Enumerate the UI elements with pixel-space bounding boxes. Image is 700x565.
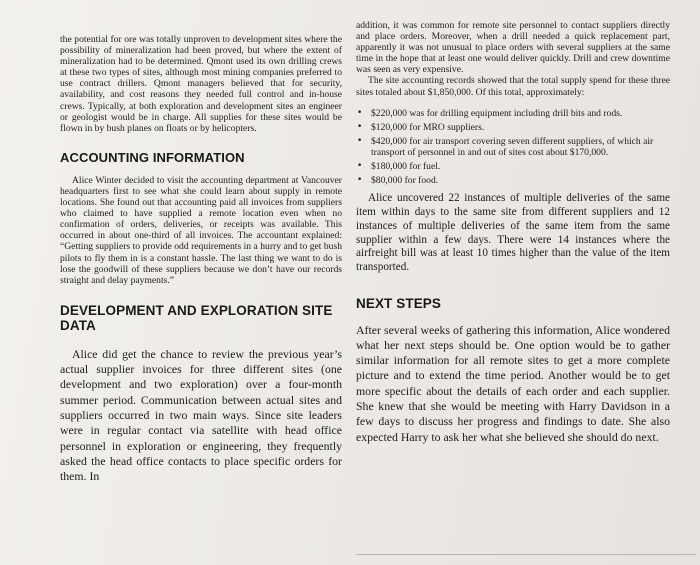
paragraph-multiple-deliveries: Alice uncovered 22 instances of multiple deliveries of the same item within days to the same site from different suppliers and 12 instances of multiple deliveries of the same item from the same supplier within a few days. There were 14 instances where the airfreight bill was at least 10 times higher than the value of the item transported. (356, 192, 670, 274)
list-item (356, 175, 670, 186)
paragraph-remote-orders: addition, it was common for remote site personnel to contact suppliers directly and place orders. Moreover, when a drill needed a quick replacement part, apparently it was not unusual to place orders with several suppliers at the same time in the hope that at least one would deliver quickly. Drill and crew downtime was seen as very expensive. (356, 20, 670, 76)
bullet-icon: • (357, 175, 363, 186)
bullet-icon: • (357, 161, 363, 172)
bullet-icon: • (357, 107, 363, 118)
heading-next-steps: NEXT STEPS (356, 296, 442, 311)
list-item-text: $180,000 for fuel. (371, 161, 441, 173)
page-bottom-rule (356, 554, 696, 555)
paragraph-next-steps: After several weeks of gathering this information, Alice wondered what her next steps should be. One option would be to gather similar information for all remote sites to get a more complete picture and to extend the time period. Another would be to get more specific about the details of each order and each supplier. She knew that she would be meeting with Harry Davidson in a few days to discuss her progress and findings to date. She also expected Harry to ask her what she believed she should do next. (356, 322, 670, 444)
paragraph-development: Alice did get the chance to review the previous year’s actual supplier invoices for three different sites (one development and two exploration) over a four-month summer period. Communication between actual sites and suppliers occurred in two main ways. Since site leaders were in regular contact via satellite with head office personnel in exploration or engineering, they frequently asked the head office contacts to place specific orders for them. In (60, 346, 342, 484)
list-item (356, 161, 670, 172)
list-item (356, 122, 670, 133)
spend-breakdown-list (356, 108, 670, 187)
left-column (60, 0, 342, 484)
paragraph-drilling-crews: the potential for ore was totally unproven to development sites where the possibility of mineralization had been proved, but where the extent of mineralization had to be determined. Qmont used its own drilling crews at these two types of sites, although most mining companies preferred to use contract drillers. Qmont managers believed that for security, availability, and cost reasons they needed full control and in-house crews. Typically, at both exploration and development sites an engineer or geologist would be in charge. All supplies for these sites would be flown in by bush planes on floats or by helicopters. (60, 34, 342, 134)
heading-development-exploration: DEVELOPMENT AND EXPLORATION SITE DATA (60, 302, 333, 334)
bullet-icon: • (357, 121, 363, 132)
paragraph-accounting: Alice Winter decided to visit the accounting department at Vancouver headquarters first to see what she could learn about supply in remote locations. She found out that accounting paid all invoices from suppliers who claimed to have supplied a remote location even when no confirmation of orders, deliveries, or receipts was available. This occurred in about one-third of all invoices. The accountant explained: “Getting suppliers to provide odd requirements in a hurry and to get bush pilots to fly them in is a constant hassle. The last thing we want to do is lose the goodwill of these suppliers because we don’t have our records straight and delay payments.” (60, 174, 342, 286)
heading-accounting-information: ACCOUNTING INFORMATION (60, 149, 245, 165)
paragraph-site-accounting-records: The site accounting records showed that the total supply spend for these three sites totaled about $1,850,000. Of this total, approximately: (356, 75, 670, 98)
list-item-text: $220,000 was for drilling equipment including drill bits and rods. (371, 107, 623, 119)
list-item (356, 136, 670, 158)
list-item-text: $420,000 for air transport covering seven different suppliers, of which air transport of personnel in and out of sites cost about $170,000. (371, 135, 654, 158)
bullet-icon: • (357, 135, 363, 146)
right-column (356, 0, 670, 445)
list-item-text: $80,000 for food. (371, 175, 439, 187)
list-item-text: $120,000 for MRO suppliers. (371, 121, 485, 133)
list-item (356, 108, 670, 119)
